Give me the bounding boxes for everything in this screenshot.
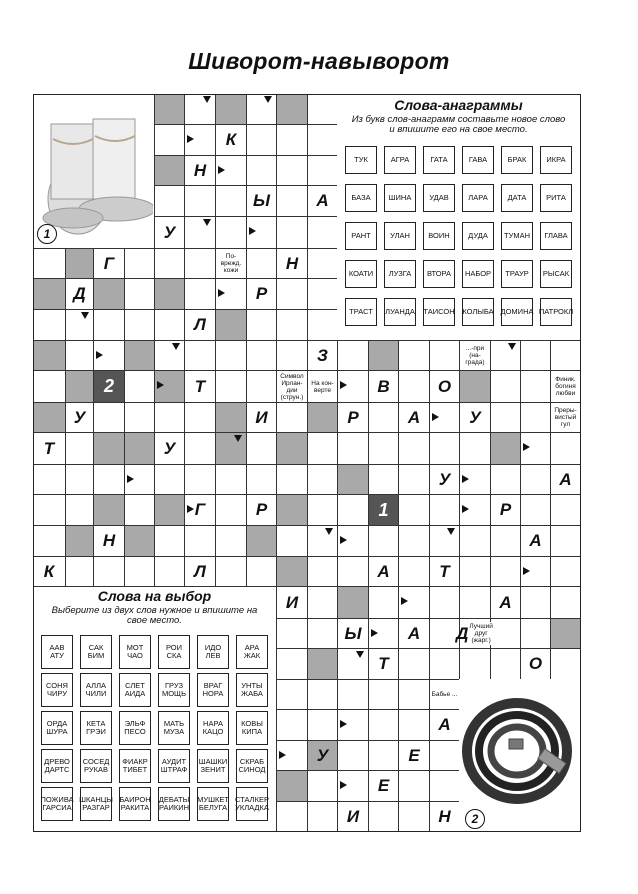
grid-letter: Н	[102, 531, 116, 550]
anagram-word: ДАТА	[501, 184, 533, 212]
grid-letter: Л	[194, 315, 206, 334]
clue-text: Символ Ирлан- дии (струн.)	[277, 372, 307, 402]
choice-word: АРА ЖАК	[236, 635, 268, 669]
anagram-word: НАБОР	[462, 260, 494, 288]
grid-letter: И	[285, 592, 299, 612]
grid-letter: А	[377, 561, 390, 581]
choice-word: КОВЫ КИПА	[236, 711, 268, 745]
grid-letter: А	[407, 407, 421, 427]
anagram-word: ЛУАНДА	[384, 298, 416, 326]
choice-word: САК БИМ	[80, 635, 112, 669]
anagram-word: ИКРА	[540, 146, 572, 174]
grid-letter: О	[437, 376, 452, 396]
anagram-word: ГЛАВА	[540, 222, 572, 250]
grid-letter: Т	[378, 654, 389, 673]
clue-text: ...-при (на- града)	[460, 344, 490, 367]
grid-letter: К	[43, 561, 55, 581]
anagram-word: РЫСАК	[540, 260, 572, 288]
choice-word: РОИ СКА	[158, 635, 190, 669]
choice-word: АУДИТ ШТРАФ	[158, 749, 190, 783]
choice-word: ГРУЗ МОЩЬ	[158, 673, 190, 707]
choice-word: ДЕБАТЫ РАИКИН	[158, 787, 190, 821]
anagram-word: ЛАРА	[462, 184, 494, 212]
choice-word: ШКАНЦЫ РАЗГАР	[80, 787, 112, 821]
grid-letter: Т	[439, 561, 450, 581]
grid-letter: Н	[438, 806, 451, 826]
anagram-word: АГРА	[384, 146, 416, 174]
grid-letter: Р	[255, 500, 268, 519]
anagram-word: ВТОРА	[423, 260, 455, 288]
grid-letter: Р	[499, 500, 512, 519]
grid-letter: О	[528, 654, 543, 673]
grid-letter: Ы	[344, 623, 362, 643]
choice-word: МУШКЕТ БЕЛУГА	[197, 787, 229, 821]
clue-text: Лучший друг (жарг.)	[469, 623, 493, 644]
grid-letter: В	[377, 376, 390, 396]
grid-letter: Р	[347, 407, 359, 427]
grid-letter: Е	[408, 745, 420, 765]
choice-title: Слова на выбор	[97, 588, 212, 604]
anagram-word: КОЛЫБА	[462, 298, 494, 326]
choice-word: ИДО ЛЕВ	[197, 635, 229, 669]
grid-letter: Д	[456, 623, 469, 643]
clue-text: Преры- вистый гул	[551, 406, 580, 429]
choice-word: УНТЫ ЖАБА	[236, 673, 268, 707]
grid-letter: У	[316, 745, 329, 765]
choice-word: НАРА КАЦО	[197, 711, 229, 745]
anagram-word: ГАТА	[423, 146, 455, 174]
grid-letter: Г	[103, 253, 115, 273]
anagram-word: ВОИН	[423, 222, 455, 250]
anagram-word: УЛАН	[384, 222, 416, 250]
anagram-word: РИТА	[540, 184, 572, 212]
choice-word: МАТЬ МУЗА	[158, 711, 190, 745]
choice-word: ОРДА ШУРА	[41, 711, 73, 745]
photo-number-badge: 2	[465, 809, 485, 829]
anagrams-subtitle: Из букв слов-анаграмм составьте новое слово и впишите его на свое место.	[351, 114, 566, 135]
grid-letter: Д	[73, 284, 86, 303]
choice-word: СОСЕД РУКАВ	[80, 749, 112, 783]
anagram-word: ДУДА	[462, 222, 494, 250]
clue-text: Бабье ...	[431, 691, 458, 698]
choice-word: МОТ ЧАО	[119, 635, 151, 669]
choice-word: ЭЛЬФ ПЕСО	[119, 711, 151, 745]
choice-word: ШАШКИ ЗЕНИТ	[197, 749, 229, 783]
anagram-word: ДОМИНА	[501, 298, 533, 326]
choice-word: СЛЕТ АИДА	[119, 673, 151, 707]
grid-letter: А	[316, 191, 329, 210]
choice-word: ПОЖИВА ГАРСИА	[41, 787, 73, 821]
choice-word: ФИАКР ТИБЕТ	[119, 749, 151, 783]
anagram-word: КОАТИ	[345, 260, 377, 288]
anagram-word: ПАТРОКЛ	[540, 298, 572, 326]
grid-letter: У	[469, 407, 481, 427]
choice-word: КЕТА ГРЭИ	[80, 711, 112, 745]
anagram-word: БРАК	[501, 146, 533, 174]
grid-letter: Т	[194, 376, 206, 396]
photo-number-badge: 1	[37, 224, 57, 244]
grid-letter: А	[529, 531, 542, 550]
grid-letter: А	[559, 469, 572, 489]
grid-letter: Н	[193, 160, 207, 180]
grid-letter: Ы	[253, 191, 270, 210]
choice-word: АЛЛА ЧИЛИ	[80, 673, 112, 707]
grid-letter: Р	[255, 284, 268, 303]
grid-letter: И	[255, 407, 268, 427]
choice-word: ВРАГ НОРА	[197, 673, 229, 707]
clue-text: На кон- верте	[308, 379, 337, 395]
grid-letter: А	[407, 623, 421, 643]
clue-text: Финик. богиня любви	[551, 375, 580, 398]
choice-word: СОНЯ ЧИРУ	[41, 673, 73, 707]
grid-letter: К	[225, 130, 237, 149]
grid-letter: А	[438, 715, 451, 734]
choice-word: ДРЕВО ДАРТС	[41, 749, 73, 783]
grid-letter: Н	[285, 253, 299, 273]
crossword-frame	[33, 94, 581, 832]
anagram-word: БАЗА	[345, 184, 377, 212]
grid-letter: У	[163, 438, 176, 458]
anagram-word: ШИНА	[384, 184, 416, 212]
grid-letter: Г	[194, 500, 206, 519]
anagram-word: УДАВ	[423, 184, 455, 212]
choice-word: БАИРОН РАКИТА	[119, 787, 151, 821]
grid-letter: А	[499, 592, 512, 612]
choice-subtitle: Выберите из двух слов нужное и впишите на свое место.	[51, 605, 258, 626]
grid-letter: У	[73, 407, 86, 427]
choice-word: СТАЛКЕР УКЛАДКА	[236, 787, 268, 821]
anagram-word: ТУМАН	[501, 222, 533, 250]
grid-letter: Е	[377, 776, 390, 795]
grid-letter: З	[317, 345, 328, 365]
anagram-word: ТРАУР	[501, 260, 533, 288]
anagram-word: ТРАСТ	[345, 298, 377, 326]
anagram-word: ТАИСОН	[423, 298, 455, 326]
grid-letter: Л	[194, 561, 206, 581]
anagram-word: ТУК	[345, 146, 377, 174]
grid-letter: У	[163, 222, 176, 242]
anagram-word: РАНТ	[345, 222, 377, 250]
page-title: Шиворот-навыворот	[188, 48, 450, 74]
choice-word: ААВ АТУ	[41, 635, 73, 669]
number-badge[interactable]: 2	[94, 371, 125, 403]
grid-letter: И	[346, 806, 360, 826]
grid-letter: Т	[43, 438, 55, 458]
number-badge[interactable]: 1	[369, 495, 399, 526]
choice-word: СКРАБ СИНОД	[236, 749, 268, 783]
anagrams-title: Слова-анаграммы	[394, 97, 523, 113]
grid-letter: У	[438, 469, 451, 489]
anagram-word: ЛУЗГА	[384, 260, 416, 288]
anagram-word: ГАВА	[462, 146, 494, 174]
clue-text: По- врежд. кожи	[216, 252, 246, 275]
